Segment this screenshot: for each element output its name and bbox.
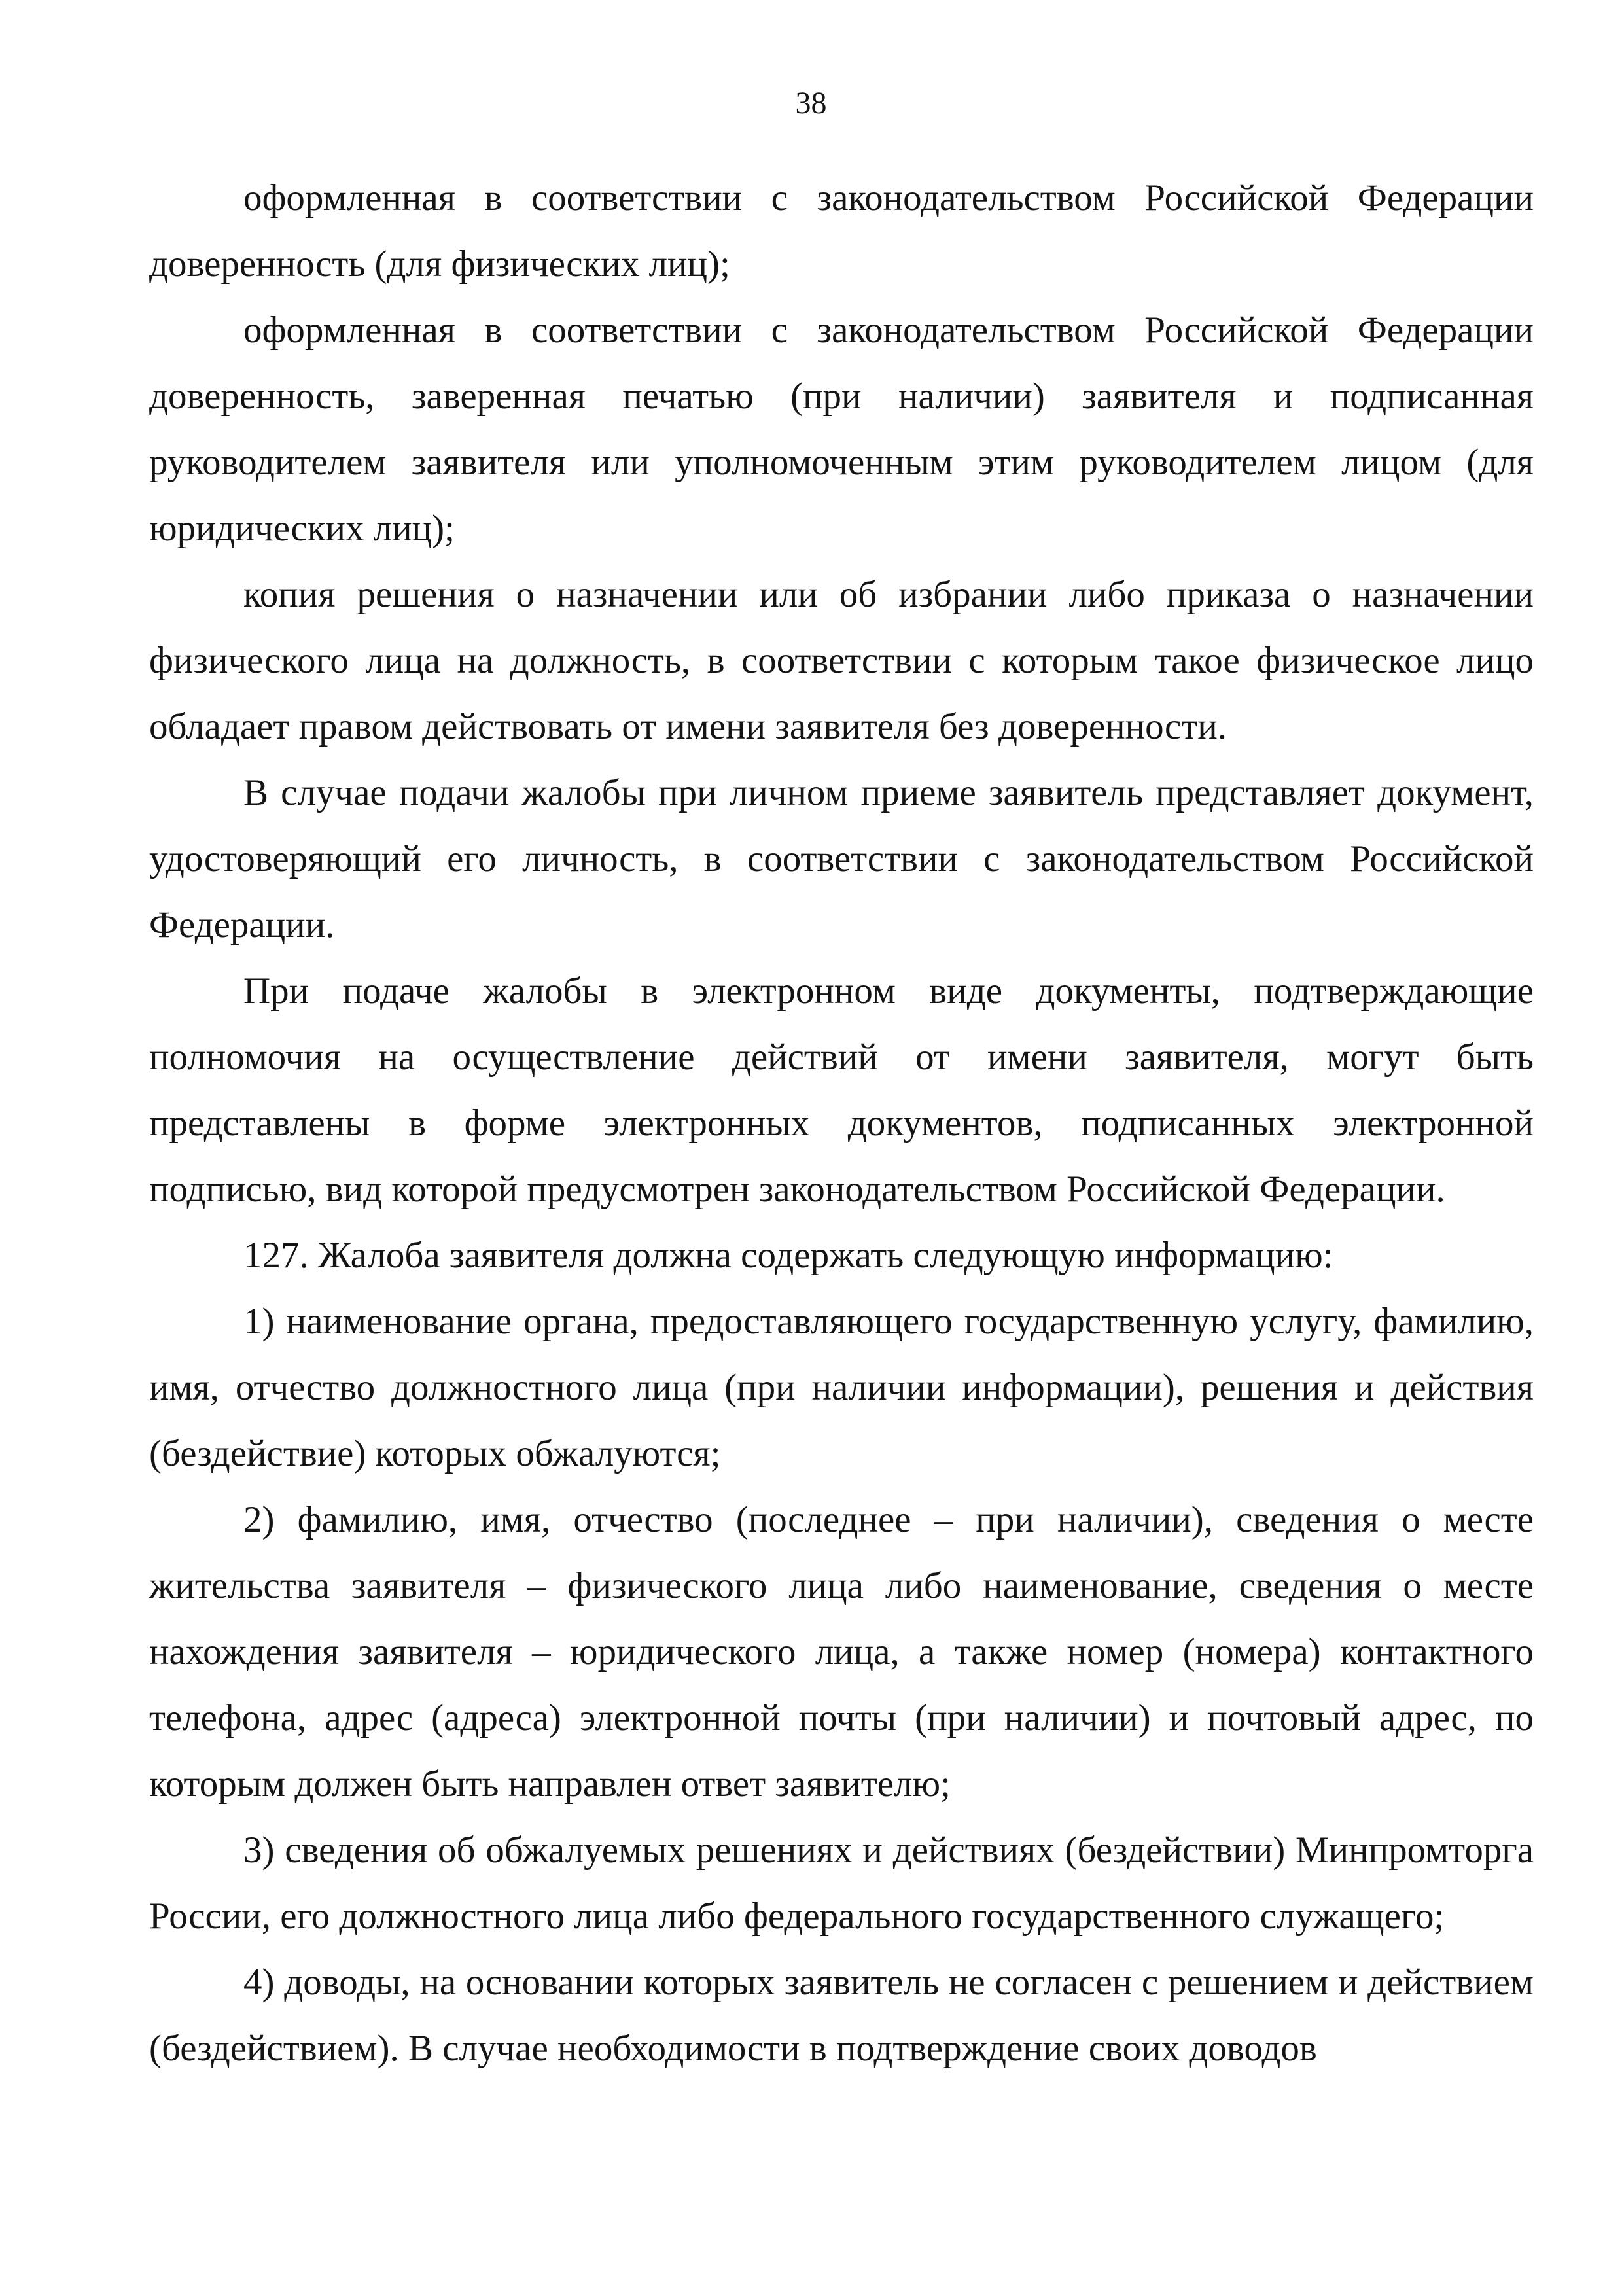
- list-item-1: 1) наименование органа, предоставляющего государственную услугу, фамилию, имя, отчество должностного лица (при наличии информации), решения и действия (бездействие) которых обжалуются;: [149, 1301, 1534, 1474]
- paragraph-appointment-decision-copy: копия решения о назначении или об избрании либо приказа о назначении физического лица на должность, в соответствии с которым такое физическое лицо обладает правом действовать от имени заявителя без доверенности.: [149, 574, 1534, 747]
- list-item-3: 3) сведения об обжалуемых решениях и действиях (бездействии) Минпромторга России, его должностного лица либо федерального государственного служащего;: [149, 1829, 1534, 1937]
- list-item-2: 2) фамилию, имя, отчество (последнее – при наличии), сведения о месте жительства заявителя – физического лица либо наименование, сведения о месте нахождения заявителя – юридического лица, а также номер (номера) контактного телефона, адрес (адреса) электронной почты (при наличии) и почтовый адрес, по которым должен быть направлен ответ заявителю;: [149, 1499, 1534, 1805]
- page-number: 38: [795, 86, 827, 120]
- list-item-4: 4) доводы, на основании которых заявитель не согласен с решением и действием (бездействием). В случае необходимости в подтверждение своих доводов: [149, 1962, 1534, 2069]
- paragraph-section-127: 127. Жалоба заявителя должна содержать следующую информацию:: [243, 1235, 1333, 1276]
- document-body: [149, 165, 1534, 2081]
- paragraph-power-of-attorney-legal-entities: оформленная в соответствии с законодательством Российской Федерации доверенность, заверенная печатью (при наличии) заявителя и подписанная руководителем заявителя или уполномоченным этим руководителем лицом (для юридических лиц);: [149, 309, 1534, 549]
- paragraph-electronic-submission: При подаче жалобы в электронном виде документы, подтверждающие полномочия на осуществление действий от имени заявителя, могут быть представлены в форме электронных документов, подписанных электронной подписью, вид которой предусмотрен законодательством Российской Федерации.: [149, 970, 1534, 1210]
- paragraph-personal-reception: В случае подачи жалобы при личном приеме заявитель представляет документ, удостоверяющий его личность, в соответствии с законодательством Российской Федерации.: [149, 772, 1534, 945]
- paragraph-power-of-attorney-individuals: оформленная в соответствии с законодательством Российской Федерации доверенность (для физических лиц);: [149, 177, 1534, 285]
